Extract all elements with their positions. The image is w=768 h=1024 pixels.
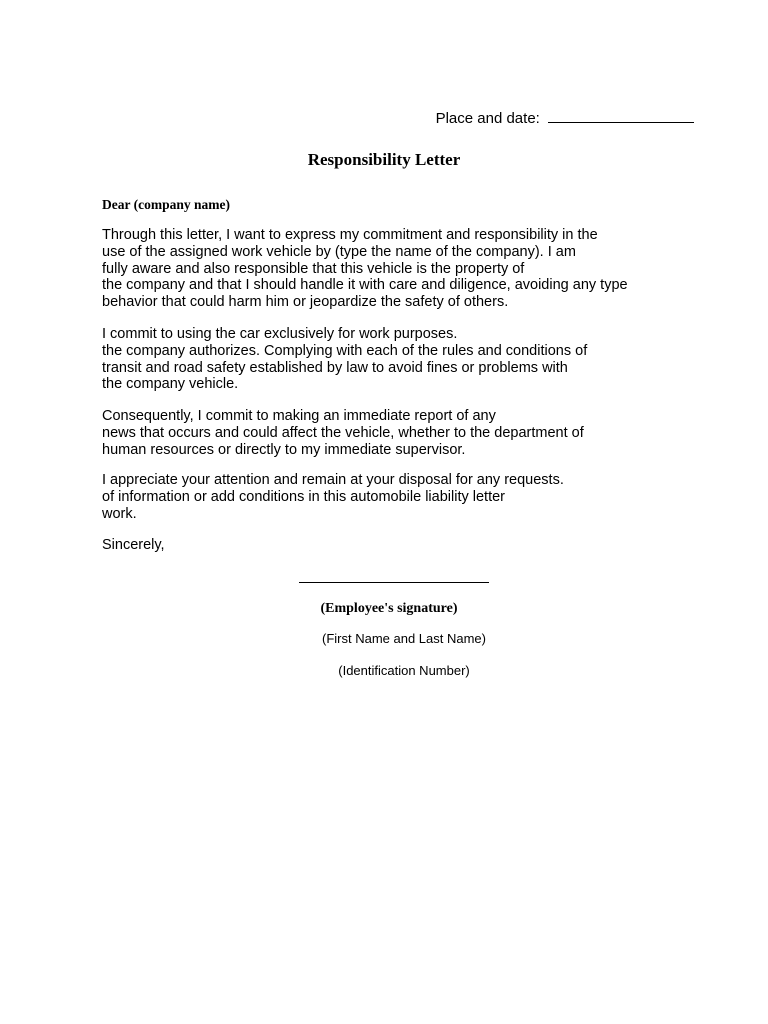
paragraph-line: fully aware and also responsible that this vehicle is the property of — [102, 260, 525, 277]
paragraph-2 — [102, 326, 702, 393]
paragraph-line: I appreciate your attention and remain at your disposal for any requests. — [102, 472, 564, 488]
signature-id-placeholder: (Identification Number) — [338, 663, 470, 678]
paragraph-line: the company vehicle. — [102, 376, 239, 393]
paragraph-line: Consequently, I commit to making an immediate report of any — [102, 408, 496, 424]
paragraph-line: Through this letter, I want to express my commitment and responsibility in the — [102, 227, 598, 243]
paragraph-3 — [102, 408, 702, 458]
place-and-date — [436, 108, 694, 128]
paragraph-1 — [102, 227, 702, 311]
signature-name-placeholder: (First Name and Last Name) — [322, 631, 486, 646]
salutation: Dear (company name) — [102, 197, 230, 212]
signature-line — [299, 582, 489, 583]
paragraph-line: work. — [102, 505, 137, 522]
paragraph-line: the company and that I should handle it with care and diligence, avoiding any type — [102, 277, 628, 294]
letter-title: Responsibility Letter — [307, 150, 461, 169]
paragraph-line: transit and road safety established by law to avoid fines or problems with — [102, 359, 568, 376]
place-and-date-label: Place and date: — [435, 110, 540, 127]
paragraph-line: behavior that could harm him or jeopardize the safety of others. — [102, 294, 509, 311]
paragraph-line: the company authorizes. Complying with each of the rules and conditions of — [102, 342, 588, 359]
paragraph-line: I commit to using the car exclusively for work purposes. — [102, 326, 458, 342]
place-and-date-blank-line — [548, 108, 694, 123]
paragraph-line: news that occurs and could affect the vehicle, whether to the department of — [102, 424, 584, 441]
closing: Sincerely, — [102, 537, 165, 553]
paragraph-4 — [102, 472, 702, 522]
paragraph-line: human resources or directly to my immediate supervisor. — [102, 441, 466, 458]
paragraph-line: of information or add conditions in this automobile liability letter — [102, 488, 505, 505]
signature-label: (Employee's signature) — [320, 601, 458, 616]
paragraph-line: use of the assigned work vehicle by (type the name of the company). I am — [102, 243, 576, 260]
